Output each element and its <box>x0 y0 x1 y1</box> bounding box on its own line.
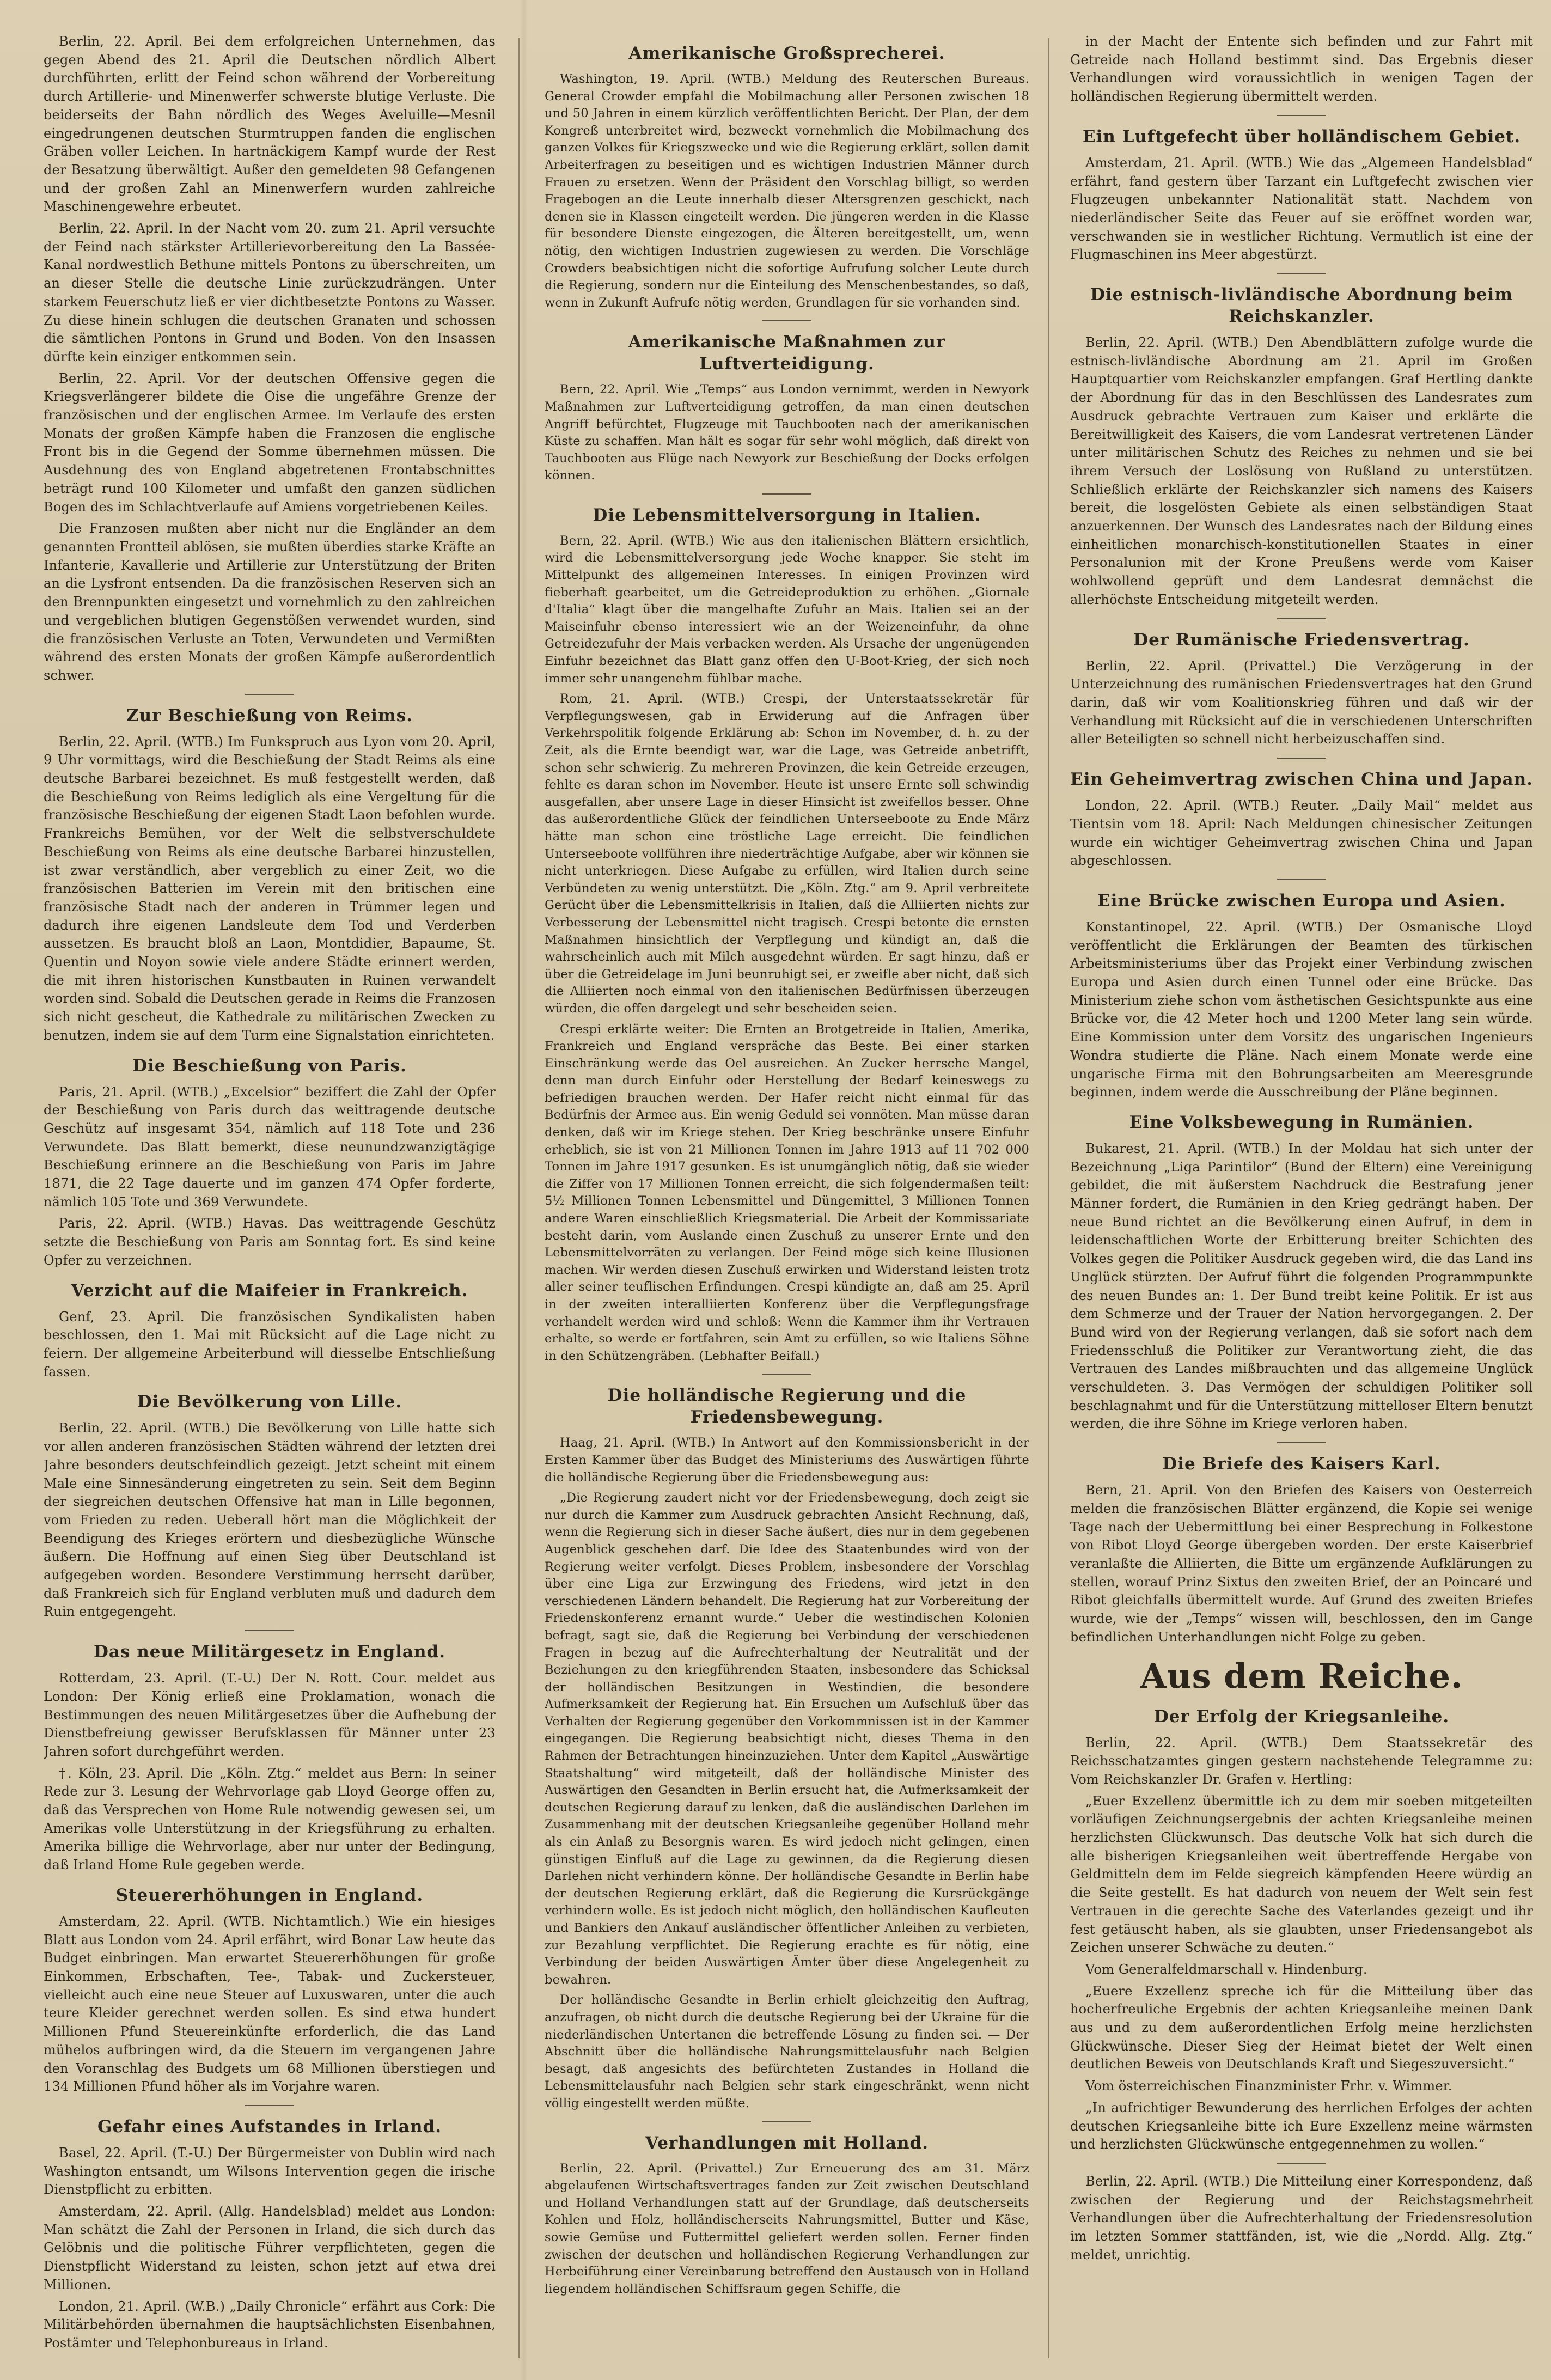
article-headline: Ein Geheimvertrag zwischen China und Japan. <box>1070 770 1533 790</box>
section-separator <box>1277 115 1326 116</box>
article-headline: Verhandlungen mit Holland. <box>645 2133 929 2153</box>
article-paragraph: Crespi erklärte weiter: Die Ernten an Brotgetreide in Italien, Amerika, Frankreich und England verspräche das Beste. Bei einer starken Einschränkung werde das Oel ausreichen. An Zucker herrsche Mangel, denn man durch Einfuhr oder Herstellung der Bedarf keineswegs zu befriedigen brauchen werden. Der Hafer reicht nicht einmal für das Bedürfnis der Armee aus. Ein wenig Geduld sei vonnöten. Man müsse daran denken, daß wir im Kriege stehen. Der Krieg beschränke unsere Einfuhr erheblich, sie ist von 21 Millionen Tonnen im Jahre 1913 auf 11 702 000 Tonnen im Jahre 1917 gesunken. Es ist unumgänglich nötig, daß sie wieder die Ziffer von 17 Millionen Tonnen erreicht, die sich folgendermaßen teilt: 5½ Millionen Tonnen Lebensmittel und Düngemittel, 3 Millionen Tonnen andere Waren einschließlich Kriegsmaterial. Die Arbeit der Kommissariate besteht darin, vom Auslande einen Zuschuß zu unserer Ernte und den Lebensmittelvorräten zu verlangen. Der Feind möge sich keine Illusionen machen. Wir werden diesen Zuschuß erwirken und Widerstand leisten trotz aller seiner teuflischen Erfindungen. Crespi kündigte an, daß am 25. April in der zweiten interalliierten Konferenz über die Verpflegungsfrage verhandelt werden wird und schloß: Wenn die Kammer ihm ihr Vertrauen erhalte, so werde er fortfahren, sein Amt zu erfüllen, so wie Italiens Söhne in den Schützengräben. (Lebhafter Beifall.) <box>545 1022 1029 1363</box>
article-headline: Die Bevölkerung von Lille. <box>137 1392 402 1412</box>
article-paragraph: Die Franzosen mußten aber nicht nur die Engländer an dem genannten Frontteil ablösen, sie mußten überdies starke Kräfte an Infanterie, Kavallerie und Artillerie zur Unterstützung der Briten an die Lysfront entsenden. Da die französischen Reserven sich an den Brennpunkten eingesetzt und vornehmlich zu den zahlreichen und vergeblichen blutigen Gegenstößen verwendet wurden, sind die französischen Verluste an Toten, Verwundeten und Vermißten während des ersten Monats der großen Kämpfe außerordentlich schwer. <box>44 521 496 683</box>
article-paragraph: Paris, 22. April. (WTB.) Havas. Das weittragende Geschütz setzte die Beschießung von Paris am Sonntag fort. Es sind keine Opfer zu verzeichnen. <box>44 1216 496 1268</box>
section-separator <box>1277 879 1326 880</box>
article-paragraph: „Euer Exzellenz übermittle ich zu dem mir soeben mitgeteilten vorläufigen Zeichnungsergebnis der achten Kriegsanleihe meinen herzlichsten Glückwunsch. Das deutsche Volk hat sich durch die alle bisherigen Kriegsanleihen weit übertreffende Hergabe von Geldmitteln dem im Felde siegreich kämpfenden Heere würdig an die Seite gestellt. Es hat dadurch von neuem der Welt sein fest Vertrauen in die gerechte Sache des Vaterlandes gezeigt und ihr fest getäuscht haben, als sie glaubten, unser Friedensangebot als Zeichen unserer Schwäche zu deuten.“ <box>1070 1793 1533 1956</box>
article-headline: Ein Luftgefecht über holländischem Gebiet. <box>1082 126 1521 147</box>
article-paragraph: Berlin, 22. April. Vor der deutschen Offensive gegen die Kriegsverlängerer bildete die Oise die ungefähre Grenze der französischen und der englischen Armee. Im Verlaufe des ersten Monats der großen Kämpfe haben die Franzosen die englische Front bis in die Gegend der Somme übernehmen müssen. Die Ausdehnung des von England abgetretenen Frontabschnittes beträgt rund 100 Kilometer und umfaßt den ganzen südlichen Bogen des im Schlachtverlaufe auf Amiens vorgetriebenen Keiles. <box>44 370 496 515</box>
article-headline: Die Beschießung von Paris. <box>132 1055 407 1076</box>
article-headline: Steuererhöhungen in England. <box>115 1885 424 1905</box>
article-paragraph: Berlin, 22. April. In der Nacht vom 20. zum 21. April versuchte der Feind nach stärkster Artillerievorbereitung den La Bassée-Kanal nordwestlich Bethune mittels Pontons zu überschreiten, um an dieser Stelle die deutsche Linie zurückzudrängen. Unter starkem Feuerschutz ließ er vier dichtbesetzte Pontons zu Wasser. Zu diese hinein schlugen die deutschen Granaten und schossen die sämtlichen Pontons in Grund und Boden. Von den Insassen dürfte kein einziger entkommen sein. <box>44 221 496 364</box>
article-headline: Amerikanische Großsprecherei. <box>628 44 945 63</box>
article-paragraph: Berlin, 22. April. (Privattel.) Die Verzögerung in der Unterzeichnung des rumänischen Friedensvertrages hat den Grund darin, daß wir vom Koalitionskrieg führen und daß wir der Verhandlung mit Rücksicht auf die in verschiedenen Unterschriften aller Beteiligten so schnell nicht herbeizuschaffen sind. <box>1070 658 1533 747</box>
section-separator <box>762 320 811 321</box>
article-headline: Amerikanische Maßnahmen zur Luftverteidigung. <box>628 332 946 374</box>
section-separator <box>1277 758 1326 759</box>
column-middle <box>545 33 1029 2358</box>
article-paragraph: Genf, 23. April. Die französischen Syndikalisten haben beschlossen, den 1. Mai mit Rücksicht auf die Lage nicht zu feiern. Der allgemeine Arbeiterbund will diesselbe Entschließung fassen. <box>44 1309 496 1380</box>
article-headline: Eine Volksbewegung in Rumänien. <box>1129 1112 1474 1132</box>
article-paragraph: „Die Regierung zaudert nicht vor der Friedensbewegung, doch zeigt sie nur durch die Kammer zum Ausdruck gebrachten Ansicht Rechnung, daß, wenn die Regierung sich in dieser Sache äußert, dies nur in dem gegebenen Augenblick geschehen darf. Die Idee des Staatenbundes wird von der Regierung weiter verfolgt. Dieses Problem, insbesondere der Vorschlag über eine Liga zur Erzwingung des Friedens, wird jetzt in den verschiedenen Ländern behandelt. Die Regierung hat zur Vorbereitung der Friedenskonferenz ernannt wurde.“ Ueber die westindischen Kolonien befragt, sagt sie, daß die Regierung bei Verbindung der verschiedenen Fragen in bezug auf die Aufrechterhaltung der Neutralität und der Beziehungen zu den kriegführenden Staaten, insbesondere das Schicksal der holländischen Besitzungen in Westindien, die besondere Aufmerksamkeit der Regierung hat. Ein Ersuchen um Aufschluß über das Verhalten der Regierung gegenüber den Vorkommnissen ist in der Kammer eingegangen. Die Regierung beabsichtigt nicht, dieses Thema in den Rahmen der Betrachtungen hineinzuziehen. Unter dem Kapitel „Auswärtige Staatshaltung“ wird mitgeteilt, daß der holländische Minister des Auswärtigen den Gesandten in Berlin ersucht hat, die Aufmerksamkeit der deutschen Regierung darauf zu lenken, daß die ausländischen Darlehen im Zusammenhang mit der deutschen Kriegsanleihe gegenüber Holland mehr als ein Anlaß zu Besorgnis waren. Es wird jedoch nicht gelingen, einen günstigen Einfluß auf die Lage zu gewinnen, da die Regierung diesen Darlehen nicht verhindern könne. Der holländische Gesandte in Berlin habe der deutschen Regierung erklärt, daß die Regierung die Kursrückgänge verhindern wolle. Es ist jedoch nicht möglich, den holländischen Kaufleuten und Bankiers den Ankauf ausländischer öffentlicher Anleihen zu verbieten, zur Bezahlung verpflichtet. Die Regierung erachte es für nötig, eine Verbindung der beiden Auswärtigen Ämter über diese Angelegenheit zu bewahren. <box>545 1491 1029 1987</box>
article-paragraph: Bern, 22. April. (WTB.) Wie aus den italienischen Blättern ersichtlich, wird die Lebensmittelversorgung jede Woche knapper. Sie steht im Mittelpunkt des allgemeinen Interesses. In einigen Provinzen wird fieberhaft gearbeitet, um die Getreideproduktion zu erhöhen. „Giornale d'Italia“ klagt über die mangelhafte Zufuhr an Mais. Italien sei an der Maiseinfuhr ebenso interessiert wie an der Weizeneinfuhr, da ohne Getreidezufuhr der Mais verbacken werden. Als Ursache der ungenügenden Einfuhr bezeichnet das Blatt ganz offen den U-Boot-Krieg, der sich noch immer sehr unangenehm fühlbar mache. <box>545 533 1029 686</box>
article-headline: Die Briefe des Kaisers Karl. <box>1162 1454 1441 1474</box>
article-paragraph: Berlin, 22. April. (WTB.) Dem Staatssekretär des Reichsschatzamtes gingen gestern nachstehende Telegramme zu: Vom Reichskanzler Dr. Grafen v. Hertling: <box>1070 1735 1533 1787</box>
section-separator <box>1277 273 1326 274</box>
section-separator <box>1277 2163 1326 2164</box>
article-headline: Eine Brücke zwischen Europa und Asien. <box>1097 890 1506 911</box>
article-paragraph: Rom, 21. April. (WTB.) Crespi, der Unterstaatssekretär für Verpflegungswesen, gab in Erwiderung auf die Anfragen über Verkehrspolitik folgende Erklärung ab: Schon im November, d. h. zu der Zeit, als die Ernte beendigt war, war die Lage, was Getreide anbetrifft, schon sehr schwierig. Zu mehreren Provinzen, die kein Getreide erzeugen, fehlte es daran schon im November. Heute ist unsere Ernte soll schwindig ausgefallen, aber unsere Lage in dieser Hinsicht ist zweifellos besser. Ohne das außerordentliche Glück der feindlichen Unterseeboote zu Ende März hätte man schon eine tröstliche Lage erreicht. Die feindlichen Unterseeboote vollführen ihre niederträchtige Aufgabe, aber wir können sie nicht unterkriegen. Diese Aufgabe zu erfüllen, wird Italien durch seine Verbündeten zu wenig unterstützt. Die „Köln. Ztg.“ am 9. April verbreitete Gerücht über die Lebensmittelkrisis in Italien, daß die Alliierten nichts zur Verbesserung der Lebensmittel nicht tragisch. Crespi betonte die ernsten Maßnahmen hinsichtlich der Verpflegung und kündigt an, daß die wahrscheinlich auch mit Milch ausgedehnt würden. Er sagt hinzu, daß er über die Getreidelage im Juni beunruhigt sei, er zweifle aber nicht, daß sich die Alliierten noch einmal von den italienischen Bedürfnissen überzeugen würden, die offen dargelegt und sehr bescheiden seien. <box>545 692 1029 1016</box>
article-paragraph: Paris, 21. April. (WTB.) „Excelsior“ beziffert die Zahl der Opfer der Beschießung von Paris durch das weittragende deutsche Geschütz auf insgesamt 354, nämlich auf 118 Tote und 236 Verwundete. Das Blatt bemerkt, diese neunundzwanzigtägige Beschießung erinnere an die Beschießung von Paris im Jahre 1871, die 22 Tage dauerte und im ganzen 474 Opfer forderte, nämlich 105 Tote und 369 Verwundete. <box>44 1084 496 1210</box>
article-headline: Verzicht auf die Maifeier in Frankreich. <box>71 1280 468 1301</box>
article-headline: Zur Beschießung von Reims. <box>126 705 413 725</box>
article-headline: Das neue Militärgesetz in England. <box>93 1642 446 1662</box>
article-paragraph: Vom österreichischen Finanzminister Frhr. v. Wimmer. <box>1085 2078 1452 2094</box>
section-separator <box>1277 1442 1326 1443</box>
article-paragraph: Berlin, 22. April. (WTB.) Die Mitteilung einer Korrespondenz, daß zwischen der Regierung und der Reichstagsmehrheit Verhandlungen über die Aufrechterhaltung der Friedensresolution im letzten Sommer stattfänden, ist, wie die „Nordd. Allg. Ztg.“ meldet, unrichtig. <box>1070 2173 1533 2262</box>
article-paragraph: in der Macht der Entente sich befinden und zur Fahrt mit Getreide nach Holland bestimmt sind. Das Ergebnis dieser Verhandlungen wird voraussichtlich in wenigen Tagen der holländischen Regierung übermittelt werden. <box>1070 34 1533 105</box>
article-headline: Die holländische Regierung und die Friedensbewegung. <box>607 1386 967 1427</box>
article-paragraph: London, 22. April. (WTB.) Reuter. „Daily Mail“ meldet aus Tientsin vom 18. April: Nach Meldungen chinesischer Zeitungen wurde ein wichtiger Geheimvertrag zwischen China und Japan abgeschlossen. <box>1070 798 1533 869</box>
article-paragraph: Vom Generalfeldmarschall v. Hindenburg. <box>1085 1961 1367 1977</box>
section-title: Aus dem Reiche. <box>1140 1656 1463 1696</box>
section-separator <box>245 694 294 695</box>
article-paragraph: Basel, 22. April. (T.-U.) Der Bürgermeister von Dublin wird nach Washington entsandt, um Wilsons Intervention gegen die irische Dienstpflicht zu erbitten. <box>44 2145 496 2198</box>
article-paragraph: Amsterdam, 22. April. (WTB. Nichtamtlich.) Wie ein hiesiges Blatt aus London vom 24. April erfährt, wird Bonar Law heute das Budget einbringen. Man erwartet Steuererhöhungen für große Einkommen, Erbschaften, Tee-, Tabak- und Zuckersteuer, vielleicht auch eine neue Steuer auf Luxuswaren, unter die auch teure Kleider gerechnet werden sollen. Es sind etwa hundert Millionen Pfund Steuereinkünfte erforderlich, die das Land mühelos aufbringen wird, da die Steuern im vergangenen Jahre den Voranschlag des Budgets um 68 Millionen überstiegen und 134 Millionen Pfund höher als im Vorjahre waren. <box>44 1913 496 2095</box>
article-paragraph: „Euere Exzellenz spreche ich für die Mitteilung über das hocherfreuliche Ergebnis der achten Kriegsanleihe meinen Dank aus und zu dem außerordentlichen Erfolg meine herzlichsten Glückwünsche. Dieser Sieg der Heimat bietet der Welt einen deutlichen Beweis von Deutschlands Kraft und Siegeszuversicht.“ <box>1070 1983 1533 2072</box>
article-paragraph: Konstantinopel, 22. April. (WTB.) Der Osmanische Lloyd veröffentlicht die Erklärungen der Beamten des türkischen Arbeitsministeriums über das Projekt einer Verbindung zwischen Europa und Asien durch einen Tunnel oder eine Brücke. Das Ministerium ziehe schon vom ästhetischen Gesichtspunkte aus eine Brücke vor, die 42 Meter hoch und 1200 Meter lang sein würde. Eine Kommission unter dem Vorsitz des ungarischen Ingenieurs Wondra studierte die Pläne. Nach einem Monate werde eine ungarische Firma mit den Bohrungsarbeiten am Meeresgrunde beginnen, indem werde die Ausschreibung der Pläne beginnen. <box>1070 919 1533 1100</box>
section-separator <box>1277 618 1326 619</box>
article-paragraph: Bern, 22. April. Wie „Temps“ aus London vernimmt, werden in Newyork Maßnahmen zur Luftverteidigung getroffen, da man einen deutschen Angriff befürchtet, Flugzeuge mit Tauchbooten nach der amerikanischen Küste zu schaffen. Man hält es sogar für sehr wohl möglich, daß direkt von Tauchbooten aus Flüge nach Newyork zur Beschießung der Docks erfolgen können. <box>545 382 1029 483</box>
column-left <box>44 33 496 2358</box>
article-paragraph: Amsterdam, 21. April. (WTB.) Wie das „Algemeen Handelsblad“ erfährt, fand gestern über Tarzant ein Luftgefecht zwischen vier Flugzeugen unbekannter Nationalität statt. Nachdem von niederländischer Seite das Feuer auf sie eröffnet worden war, verschwanden sie in westlicher Richtung. Vermutlich ist eine der Flugmaschinen ins Meer abgestürzt. <box>1070 155 1533 263</box>
article-paragraph: London, 21. April. (W.B.) „Daily Chronicle“ erfährt aus Cork: Die Militärbehörden übernahmen die hauptsächlichsten Eisenbahnen, Postämter und Telephonbureaus in Irland. <box>44 2298 496 2351</box>
article-paragraph: Rotterdam, 23. April. (T.-U.) Der N. Rott. Cour. meldet aus London: Der König erließ eine Proklamation, wonach die Bestimmungen des neuen Militärgesetzes über die Aufhebung der Dienstbefreiung gewisser Berufsklassen für Männer unter 23 Jahren sofort durchgeführt werden. <box>44 1670 496 1759</box>
article-headline: Die Lebensmittelversorgung in Italien. <box>593 505 981 525</box>
section-separator <box>245 2105 294 2106</box>
column-rule-left <box>518 38 520 2358</box>
section-separator <box>245 1630 294 1631</box>
article-paragraph: Amsterdam, 22. April. (Allg. Handelsblad) meldet aus London: Man schätzt die Zahl der Personen in Irland, die sich durch das Gelöbnis und die politische Führer verpflichteten, gegen die Dienstpflicht Widerstand zu leisten, schon jetzt auf etwa drei Millionen. <box>44 2204 496 2292</box>
section-separator <box>762 2121 811 2122</box>
column-rule-right <box>1048 38 1049 2358</box>
section-separator <box>762 493 811 495</box>
article-headline: Der Erfolg der Kriegsanleihe. <box>1153 1706 1450 1726</box>
section-separator <box>762 1374 811 1375</box>
article-paragraph: Der holländische Gesandte in Berlin erhielt gleichzeitig den Auftrag, anzufragen, ob nicht durch die deutsche Regierung bei der Ukraine für die niederländischen Untertanen die betreffende Lösung zu finden sei. — Der Abschnitt über die holländische Nahrungsmittelausfuhr nach Belgien besagt, daß angesichts des befürchteten Zustandes in Holland die Lebensmittelausfuhr nach Belgien sehr stark eingeschränkt, wenn nicht völlig eingestellt werden müßte. <box>545 1993 1029 2110</box>
article-paragraph: †. Köln, 23. April. Die „Köln. Ztg.“ meldet aus Bern: In seiner Rede zur 3. Lesung der Wehrvorlage gab Lloyd George offen zu, daß das Versprechen von Home Rule notwendig gewesen sei, um Amerikas volle Unterstützung in der Kriegsführung zu erhalten. Amerika billige die Wehrvorlage, aber nur unter der Bedingung, daß Irland Home Rule gegeben werde. <box>44 1765 496 1873</box>
article-headline: Die estnisch-livländische Abordnung beim Reichskanzler. <box>1090 285 1513 327</box>
article-paragraph: Bukarest, 21. April. (WTB.) In der Moldau hat sich unter der Bezeichnung „Liga Parintilor“ (Bund der Eltern) eine Vereinigung gebildet, die mit äußerstem Nachdruck die Bestrafung jener Männer fordert, die Rumänien in den Krieg gedrängt haben. Der neue Bund richtet an die Bevölkerung einen Aufruf, in dem in leidenschaftlichen Worte der Erbitterung breiter Schichten des Volkes gegen die Politiker Ausdruck gegeben wird, die das Land ins Unglück stürzten. Der Aufruf führt die folgenden Programmpunkte des neuen Bundes an: 1. Der Bund treibt keine Politik. Er ist aus dem Schmerze und der Trauer der Nation hervorgegangen. 2. Der Bund wird von der Regierung verlangen, daß sie sofort nach dem Friedensschluß die Politiker zur Verantwortung zieht, die das Vertrauen des Landes mißbrauchten und das allgemeine Unglück verschuldeten. 3. Das Vermögen der schuldigen Politiker soll beschlagnahmt und für die Unterstützung mittelloser Eltern benutzt werden, die ihre Söhne im Kriege verloren haben. <box>1070 1140 1533 1432</box>
article-paragraph: Berlin, 22. April. (WTB.) Die Bevölkerung von Lille hatte sich vor allen anderen französischen Städten während der letzten drei Jahre besonders deutschfeindlich gezeigt. Jetzt scheint mit einem Male eine Sinnesänderung eingetreten zu sein. Seit dem Beginn der siegreichen deutschen Offensive hat man in Lille begonnen, vom Frieden zu reden. Ueberall hört man die Möglichkeit der Beendigung des Krieges erörtern und diesbezügliche Wünsche äußern. Die Hoffnung auf einen Sieg über Deutschland ist aufgegeben worden. Besondere Verstimmung herrscht darüber, daß Frankreich sich für England verbluten muß und dadurch dem Ruin entgegengeht. <box>44 1420 496 1620</box>
column-right <box>1070 33 1533 2358</box>
article-paragraph: Berlin, 22. April. Bei dem erfolgreichen Unternehmen, das gegen Abend des 21. April die Deutschen nördlich Albert durchführten, erlitt der Feind schon während der Vorbereitung durch Artillerie- und Minenwerfer schwerste blutige Verluste. Die beiderseits der Bahn nördlich des Weges Aveluille—Mesnil eingedrungenen deutschen Sturmtruppen fanden die englischen Gräben voller Leichen. In hartnäckigem Kampf wurde der Rest der Besatzung überwältigt. Außer den gemeldeten 98 Gefangenen und der großen Zahl an Minenwerfern wurden zahlreiche Maschinengewehre erbeutet. <box>44 34 496 215</box>
article-paragraph: Berlin, 22. April. (WTB.) Den Abendblättern zufolge wurde die estnisch-livländische Abordnung am 21. April im Großen Hauptquartier vom Reichskanzler empfangen. Graf Hertling dankte der Abordnung für das in den Beschlüssen des Landesrates zum Ausdruck gebrachte Vertrauen zum Kaiser und erklärte die Bereitwilligkeit des Kaisers, die vom Landesrat vertretenen Länder unter militärischen Schutz des Reiches zu nehmen und sie bei ihrem Versuch der Loslösung von Rußland zu unterstützen. Schließlich erklärte der Reichskanzler sich namens des Kaisers bereit, die losgelösten Gebiete als einen selbständigen Staat anzuerkennen. Der Wunsch des Landesrates nach der Bildung eines einheitlichen monarchisch-konstitutionellen Staates in einer Personalunion mit der Krone Preußens werde vom Kaiser wohlwollend geprüft und dem Landesrat demnächst die allerhöchste Entscheidung mitgeteilt werden. <box>1070 335 1533 607</box>
article-paragraph: Bern, 21. April. Von den Briefen des Kaisers von Oesterreich melden die französischen Blätter ergänzend, die Kopie sei wenige Tage nach der Uebermittlung bei einer Besprechung in Folkestone von Ribot Lloyd George übergeben worden. Der erste Kaiserbrief veranlaßte die Alliierten, die Bitte um ergänzende Aufklärungen zu stellen, worauf Prinz Sixtus den zweiten Brief, der an Poincaré und Ribot gleichfalls übermittelt wurde. Auf Grund des zweiten Briefes wurde, wie der „Temps“ wissen will, beschlossen, den im Gange befindlichen Unterhandlungen nicht Folge zu geben. <box>1070 1482 1533 1645</box>
page-fold <box>520 0 528 2380</box>
article-headline: Gefahr eines Aufstandes in Irland. <box>97 2116 442 2137</box>
article-headline: Der Rumänische Friedensvertrag. <box>1133 630 1470 650</box>
article-paragraph: Haag, 21. April. (WTB.) In Antwort auf den Kommissionsbericht in der Ersten Kammer über das Budget des Ministeriums des Auswärtigen führte die holländische Regierung über die Friedensbewegung aus: <box>545 1436 1029 1485</box>
article-paragraph: „In aufrichtiger Bewunderung des herrlichen Erfolges der achten deutschen Kriegsanleihe bitte ich Eure Exzellenz meine wärmsten und herzlichsten Glückwünsche entgegennehmen zu wollen.“ <box>1070 2100 1533 2152</box>
article-paragraph: Washington, 19. April. (WTB.) Meldung des Reuterschen Bureaus. General Crowder empfahl die Mobilmachung aller Personen zwischen 18 und 50 Jahren in einem kürzlich veröffentlichten Bericht. Der Plan, der dem Kongreß unterbreitet wird, bezweckt vornehmlich die Mobilmachung des ganzen Volkes für Kriegszwecke und wie die Regierung erklärt, sollen damit Arbeiterfragen zu beseitigen und es wichtigen Industrien Männer durch Frauen zu ersetzen. Wenn der Präsident den Vorschlag billigt, so werden Fragebogen an die Leute innerhalb dieser Altersgrenzen geschickt, nach denen sie in Klassen eingeteilt werden. Die jüngeren werden in die Klasse für besondere Dienste eingezogen, die Älteren bereitgestellt, um, wenn nötig, den wichtigen Industrien zugewiesen zu werden. Die Vorschläge Crowders beabsichtigen nicht die sofortige Aufrufung solcher Leute durch die Regierung, sondern nur die Einteilung des Menschenbestandes, so daß, wenn in Zukunft Aufrufe nötig werden, Grundlagen für sie vorhanden sind. <box>545 72 1029 310</box>
article-paragraph: Berlin, 22. April. (WTB.) Im Funkspruch aus Lyon vom 20. April, 9 Uhr vormittags, wird die Beschießung der Stadt Reims als eine deutsche Barbarei bezeichnet. Es muß festgestellt werden, daß die Beschießung von Reims lediglich als eine Vergeltung für die französische Beschießung der eigenen Stadt Laon befohlen wurde. Frankreichs Bemühen, vor der Welt die selbstverschuldete Beschießung von Reims als eine deutsche Barbarei hinzustellen, ist zwar verständlich, aber vergeblich zu einer Zeit, wo die französischen Batterien im Verein mit den britischen eine französische Stadt nach der anderen in Trümmer legen und dadurch ihre eigenen Landsleute dem Tod und Verderben aussetzen. Es braucht bloß an Laon, Montdidier, Bapaume, St. Quentin und Noyon sowie viele andere Städte erinnert werden, die mit ihren historischen Kunstbauten in Ruinen verwandelt worden sind. Sobald die Deutschen gerade in Reims die Franzosen sich nicht gescheut, die Kathedrale zu militärischen Zwecken zu benutzen, indem sie auf dem Turm eine Signalstation einrichteten. <box>44 734 496 1043</box>
article-paragraph: Berlin, 22. April. (Privattel.) Zur Erneuerung des am 31. März abgelaufenen Wirtschaftsvertrages fanden zur Zeit zwischen Deutschland und Holland Verhandlungen statt auf der Grundlage, daß deutscherseits Kohlen und Holz, holländischerseits Nahrungsmittel, Butter und Käse, sowie Gemüse und Futtermittel geliefert werden sollen. Ferner finden zwischen der deutschen und holländischen Regierung Verhandlungen zur Herbeiführung einer Vereinbarung betreffend den Austausch von in Holland liegendem holländischen Schiffsraum gegen Schiffe, die <box>545 2161 1029 2296</box>
